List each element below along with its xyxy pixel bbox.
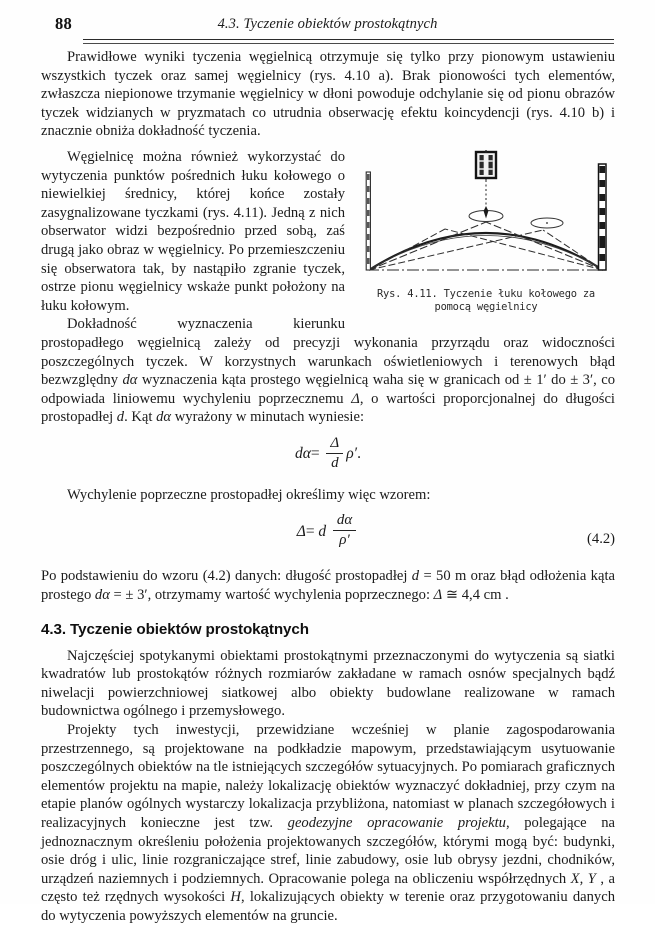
figure-illustration [357, 150, 615, 286]
symbol-d-2: d [411, 568, 420, 585]
paragraph-3-part-b: wyznaczenia kąta prostego węgielnicą waha się w granicach od ± 1′ do ± 3′, co odpowiada liniowemu wychyleniu poprzecznemu [41, 372, 615, 407]
plumb-bob-icon [484, 206, 489, 219]
formula-2-equals: = [305, 522, 315, 540]
formula-2-coefficient: d [318, 522, 327, 540]
formula-2-numerator: dα [333, 512, 356, 531]
paragraph-4: Wychylenie poprzeczne prostopadłej określimy więc wzorem: [67, 486, 431, 503]
prism-square-icon [476, 152, 496, 178]
symbol-d-alpha-3: dα [94, 587, 110, 604]
paragraph-7-part-c: , a często też rzędnych wysokości [41, 870, 615, 906]
figure-caption-line-1: Rys. 4.11. Tyczenie łuku kołowego za [376, 287, 595, 300]
circular-arc [369, 233, 603, 270]
formula-2-number: (4.2) [587, 531, 615, 548]
paragraph-7-part-a: Projekty tych inwestycji, przewidziane wcześniej w planie zagospodarowania przestrzennego, są projektowane na podkładzie mapowym, przedstawiającym usytuowanie poszczególnych obiektów na tle istniejących szczegółów sytuacyjnych. Po pomiarach graficznych elementów projektu na mapie, należy lokalizację obiektów wyznaczyć dokładniej, przy czym na etapie planów ogólnych wystarczy lokalizacja przybliżona, natomiast w planach szczegółowych i realizacyjnych konieczne jest tzw. [41, 722, 615, 831]
paragraph-7-part-d: , lokalizujących obiekty w terenie oraz przygotowaniu danych do wytyczenia powyższych elementów na gruncie. [41, 889, 615, 924]
symbol-h: H [230, 889, 241, 906]
spacer [41, 141, 615, 148]
formula-1-equals: = [310, 445, 320, 463]
paragraph-5-part-b: = 50 m oraz błąd odłożenia kąta prostego [41, 568, 615, 604]
paragraph-6: Najczęściej spotykanymi obiektami prostokątnymi przeznaczonymi do wytyczenia są siatki kwadratów lub prostokątów różnych rozmiarów zakładane w ramach osnów specjalnych bądź niwelacji powierzchniowej siatkowej albo obiekty budowlane realizowane w ramach budownictwa ogólnego i przemysłowego. [41, 647, 615, 720]
chord-left-to-apex [369, 222, 486, 270]
chord-right-to-point-c [445, 229, 603, 270]
paragraph-7 [41, 721, 615, 926]
spacer-2 [41, 479, 615, 486]
figure-text-wrap-zone [41, 148, 615, 427]
paragraph-3-part-e: wyrażony w minutach wyniesie: [171, 409, 365, 426]
symbol-d-1: d [116, 409, 125, 426]
formula-1-lhs: dα [295, 445, 311, 463]
symbol-delta-2: Δ [433, 587, 443, 604]
symbol-xy: X, Y [570, 870, 596, 887]
formula-2-denominator: ρ′ [339, 532, 350, 549]
header-rule [83, 39, 614, 44]
chord-right-to-apex [486, 222, 603, 270]
running-head [0, 14, 655, 44]
prism-right-mirror [489, 155, 493, 175]
paragraph-1: Prawidłowe wyniki tyczenia węgielnicą otrzymuje się tylko przy pionowym ustawieniu wszystkich tyczek oraz samej węgielnicy (rys. 4.10 a). Brak pionowości tych elementów, zwłaszcza niepionowe trzymanie węgielnicy w dłoni powoduje odchylanie się od pionu obrazów tyczek widzianych w pryzmatach co utrudnia obserwację efektu koincydencji (rys. 4.10 b) i znacznie obniża dokładność tyczenia. [41, 49, 615, 140]
formula-1-factor: ρ′ [346, 445, 358, 463]
formula-2-fraction [333, 512, 356, 549]
paragraph-5-part-c: = ± 3′, otrzymamy wartość wychylenia poprzecznego: [109, 587, 434, 604]
term-geodezyjne-opracowanie-projektu: geodezyjne opracowanie projektu [287, 815, 506, 831]
prism-left-mirror [480, 155, 484, 175]
paragraph-5-part-d: ≅ 4,4 cm . [442, 587, 509, 604]
page-number: 88 [55, 14, 73, 33]
formula-1-denominator: d [331, 454, 339, 471]
paragraph-2: Węgielnicę można również wykorzystać do wytyczenia punktów pośrednich łuku kołowego o niewielkiej średnicy, której końce zostały zasygnalizowane tyczkami (rys. 4.11). Jedną z nich obserwator widzi bezpośrednio przed sobą, zaś drugą jako obraz w węgielnicy. Po przemieszczeniu się obserwatora tak, by nastąpiło zgranie tyczek, ostrze pionu węgielnicy wskaże punkt położony na łuku kołowym. [41, 148, 345, 314]
formula-2 [41, 513, 615, 550]
figure-caption-line-2: pomocą węgielnicy [434, 301, 538, 314]
paragraph-3 [41, 315, 615, 427]
chord-left-to-point-c [369, 229, 445, 270]
formula-1-numerator: Δ [326, 435, 343, 454]
arc-setting-out-diagram [357, 150, 615, 286]
figure-caption [357, 288, 615, 315]
running-head-title: 4.3. Tyczenie obiektów prostokątnych [217, 16, 438, 32]
page-body [41, 48, 615, 926]
spacer-3 [41, 556, 615, 567]
right-pole-stripes [599, 166, 605, 261]
figure-4-11 [357, 150, 615, 315]
symbol-delta-1: Δ [351, 390, 360, 407]
formula-1 [41, 436, 615, 473]
chord-right-to-point-b [543, 230, 603, 270]
point-dot-right [546, 222, 548, 224]
circular-arc-inner [370, 235, 602, 269]
paragraph-3-part-d: . Kąt [124, 409, 157, 426]
symbol-d-alpha-2: dα [156, 409, 172, 426]
symbol-d-alpha-1: dα [122, 372, 138, 389]
paragraph-7-part-b: , polegające na jednoznacznym określeniu położenia projektowanych szczegółów, którymi mogą być: budynki, osie dróg i ulic, linie rozgraniczające stref, linie zabudowy, osie lub obrysy jezdni, chodników, urządzeń naziemnych i podziemnych. Opracowanie polega na obliczeniu współrzędnych [41, 815, 615, 887]
section-heading-4-3: 4.3. Tyczenie obiektów prostokątnych [41, 620, 309, 638]
paragraph-3-part-a: Dokładność wyznaczenia kierunku prostopadłego węgielnicą zależy od precyzji wykonania przyrządu oraz widoczności poszczególnych tyczek. W korzystnych warunkach oświetleniowych i terenowych błąd bezwzględny [41, 316, 615, 389]
paragraph-5-part-a: Po podstawieniu do wzoru (4.2) danych: długość prostopadłej [41, 568, 412, 585]
formula-1-trailing: . [357, 445, 361, 463]
formula-2-lhs: Δ [296, 522, 306, 540]
paragraph-3-part-c: , o wartości proporcjonalnej do długości prostopadłej [41, 390, 615, 426]
paragraph-5 [41, 567, 615, 604]
formula-1-fraction [326, 435, 343, 472]
